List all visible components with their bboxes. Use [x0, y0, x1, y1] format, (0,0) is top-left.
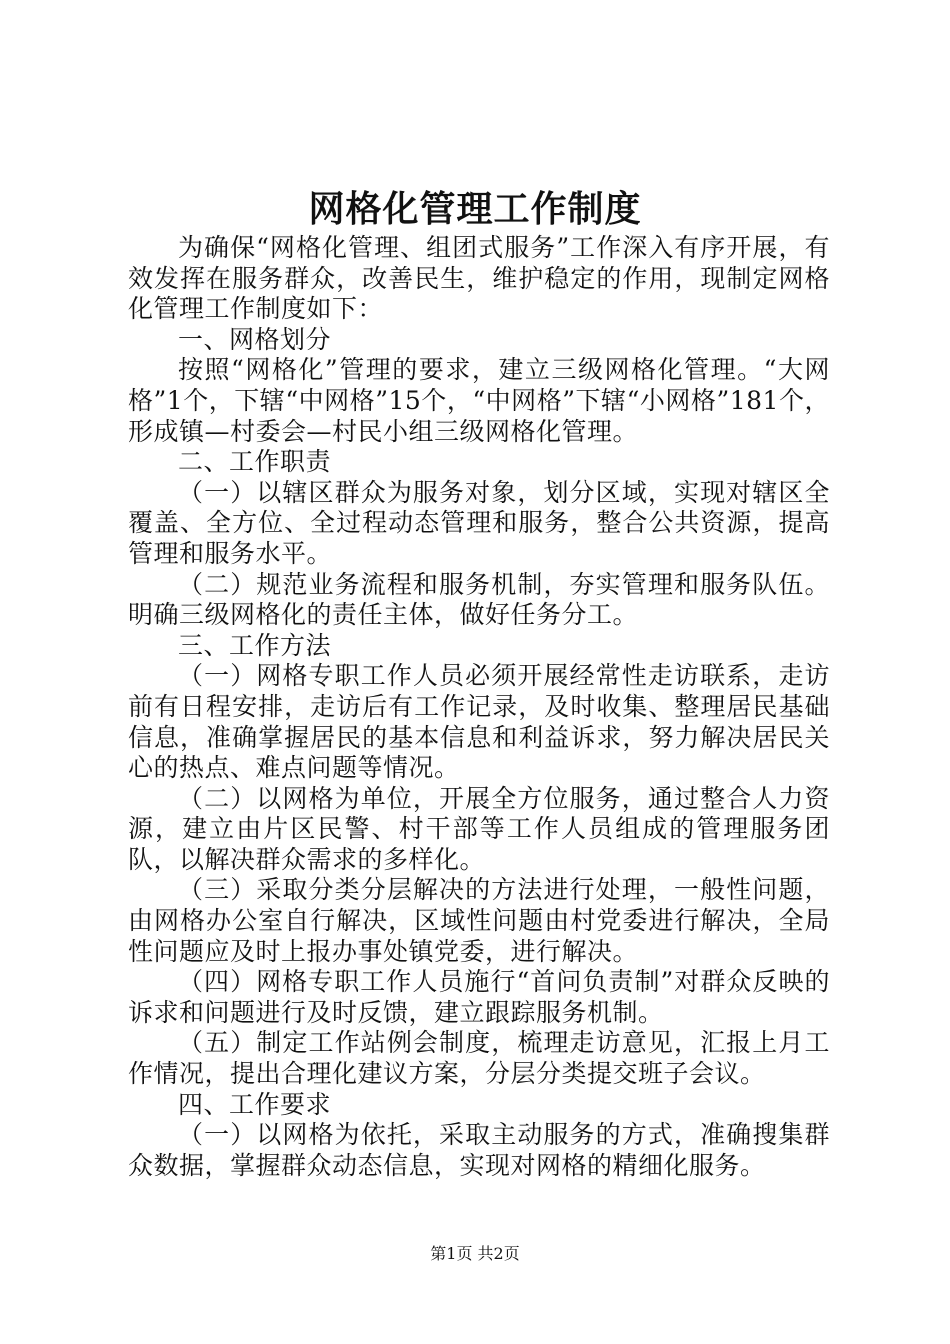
- section3-paragraph-4: （四）网格专职工作人员施行“首问负责制”对群众反映的诉求和问题进行及时反馈，建立跟踪服务机制。: [128, 967, 830, 1027]
- section4-paragraph-1: （一）以网格为依托，采取主动服务的方式，准确搜集群众数据，掌握群众动态信息，实现对网格的精细化服务。: [128, 1120, 830, 1180]
- section3-paragraph-5: （五）制定工作站例会制度，梳理走访意见，汇报上月工作情况，提出合理化建议方案，分层分类提交班子会议。: [128, 1028, 830, 1089]
- section2-paragraph-1: （一）以辖区群众为服务对象，划分区域，实现对辖区全覆盖、全方位、全过程动态管理和服务，整合公共资源，提高管理和服务水平。: [128, 477, 830, 568]
- section3-paragraph-2: （二）以网格为单位，开展全方位服务，通过整合人力资源，建立由片区民警、村干部等工作人员组成的管理服务团队，以解决群众需求的多样化。: [128, 783, 830, 874]
- section-heading-1: 一、网格划分: [178, 324, 332, 354]
- page-footer: 第1页 共2页: [430, 1244, 520, 1263]
- document-body: [128, 233, 830, 1181]
- section-heading-4: 四、工作要求: [178, 1089, 332, 1119]
- section1-paragraph-1: 按照“网格化”管理的要求，建立三级网格化管理。“大网格”1个，下辖“中网格”15个，“中网格”下辖“小网格”181个，形成镇—村委会—村民小组三级网格化管理。: [128, 355, 830, 446]
- section3-paragraph-1: （一）网格专职工作人员必须开展经常性走访联系，走访前有日程安排，走访后有工作记录，及时收集、整理居民基础信息，准确掌握居民的基本信息和利益诉求，努力解决居民关心的热点、难点问题等情况。: [128, 661, 830, 783]
- document-title: 网格化管理工作制度: [308, 188, 642, 230]
- section3-paragraph-3: （三）采取分类分层解决的方法进行处理，一般性问题，由网格办公室自行解决，区域性问题由村党委进行解决，全局性问题应及时上报办事处镇党委，进行解决。: [128, 875, 830, 966]
- section-heading-2: 二、工作职责: [178, 447, 332, 477]
- intro-paragraph: 为确保“网格化管理、组团式服务”工作深入有序开展，有效发挥在服务群众，改善民生，维护稳定的作用，现制定网格化管理工作制度如下：: [128, 233, 830, 324]
- section-heading-3: 三、工作方法: [178, 630, 332, 660]
- section2-paragraph-2: （二）规范业务流程和服务机制，夯实管理和服务队伍。明确三级网格化的责任主体，做好任务分工。: [128, 569, 830, 630]
